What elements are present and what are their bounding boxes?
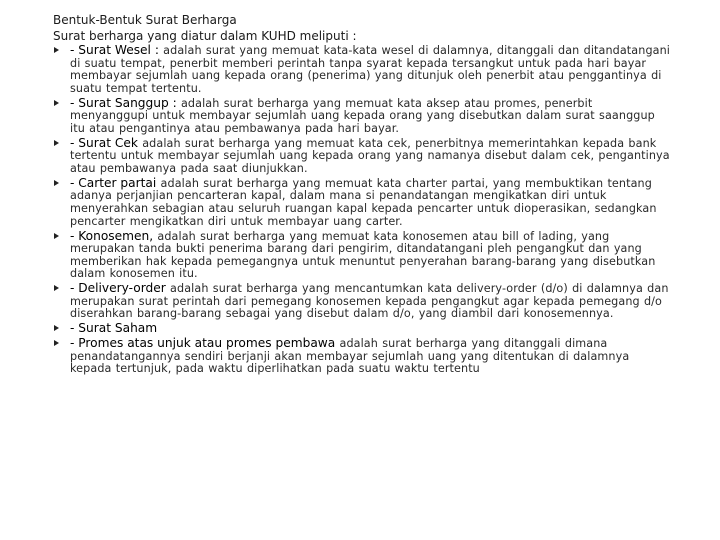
item-description: adalah surat berharga yang memuat kata charter partai, yang membuktikan tentang adanya perjanjian pencarteran kapal, dalam mana si penandatangan mengikatkan diri untuk menyerahkan sebagian atau seluruh ruangan kapal kepada pencarter untuk dioperasikan, sedangkan pencarter mengikatkan diri untuk membayar uang carter. bbox=[70, 176, 657, 228]
list-item bbox=[53, 97, 673, 136]
triangle-bullet-icon bbox=[54, 325, 59, 331]
item-term: Promes atas unjuk atau promes pembawa bbox=[78, 336, 336, 351]
slide-content bbox=[53, 12, 673, 377]
item-term: Delivery-order bbox=[78, 281, 166, 296]
item-description: adalah surat berharga yang ditanggali dimana penandatangannya sendiri berjanji akan membayar sejumlah uang yang ditentukan di dalamnya kepada tertunjuk, pada waktu diperlihatkan pada suatu waktu tertentu bbox=[70, 337, 630, 376]
item-prefix: - bbox=[70, 135, 79, 150]
item-term: Surat Wesel : bbox=[78, 43, 159, 57]
triangle-bullet-icon bbox=[54, 47, 59, 53]
page-subtitle: Surat berharga yang diatur dalam KUHD meliputi : bbox=[53, 29, 357, 43]
triangle-bullet-icon bbox=[54, 233, 59, 239]
page-title: Bentuk-Bentuk Surat Berharga bbox=[53, 13, 237, 27]
item-term: Surat Cek bbox=[78, 135, 138, 150]
item-description: adalah surat berharga yang mencantumkan kata delivery-order (d/o) di dalamnya dan merupakan surat perintah dari pemegang konosemen kepada pengangkut agar kepada pemegang d/o diserahkan barang-barang sebagai yang disebut dalam d/o, yang diambil dari konosemennya. bbox=[70, 282, 669, 321]
triangle-bullet-icon bbox=[54, 285, 59, 291]
item-prefix: - bbox=[70, 281, 79, 296]
list-item bbox=[53, 230, 673, 281]
triangle-bullet-icon bbox=[54, 100, 59, 106]
item-description: adalah surat berharga yang memuat kata aksep atau promes, penerbit menyanggupi untuk membayar sejumlah uang kepada orang yang disebutkan dalam surat saanggup itu atau pengantinya atau pembawanya pada hari bayar. bbox=[70, 96, 655, 135]
triangle-bullet-icon bbox=[54, 140, 59, 146]
triangle-bullet-icon bbox=[54, 340, 59, 346]
item-description: adalah surat berharga yang memuat kata cek, penerbitnya memerintahkan kepada bank tertentu untuk membayar sejumlah uang kepada orang yang namanya disebut dalam cek, pengantinya atau pembawanya pada saat diunjukkan. bbox=[70, 136, 670, 175]
item-term: Konosemen, bbox=[78, 228, 154, 243]
item-term: Carter partai bbox=[78, 175, 157, 190]
item-prefix: - bbox=[70, 175, 79, 190]
triangle-bullet-icon bbox=[54, 180, 59, 186]
list-item bbox=[53, 337, 673, 376]
list-item bbox=[53, 137, 673, 176]
item-prefix: - bbox=[70, 95, 79, 110]
bullet-list bbox=[53, 44, 673, 376]
item-prefix: - bbox=[70, 43, 79, 57]
item-description: adalah surat berharga yang memuat kata konosemen atau bill of lading, yang merupakan tanda bukti penerima barang dari pengirim, ditandatangani pleh pengangkut dan yang memberikan hak kepada pemegangnya untuk menuntut penyerahan barang-barang yang disebutkan dalam konosemen itu. bbox=[70, 229, 656, 281]
list-item bbox=[53, 322, 673, 336]
list-item bbox=[53, 44, 673, 95]
item-prefix: - bbox=[70, 336, 79, 351]
list-item bbox=[53, 282, 673, 321]
item-prefix: - bbox=[70, 321, 79, 336]
list-item bbox=[53, 177, 673, 228]
item-description: adalah surat yang memuat kata-kata wesel di dalamnya, ditanggali dan ditandatangani di suatu tempat, penerbit memberi perintah tanpa syarat kepada tersangkut untuk pada hari bayar membayar sejumlah uang kepada orang (penerima) yang ditunjuk oleh penerbit atau penggantinya di suatu tempat tertentu. bbox=[70, 44, 670, 95]
item-term: Surat Sanggup : bbox=[78, 95, 177, 110]
item-prefix: - bbox=[70, 228, 79, 243]
item-term: Surat Saham bbox=[78, 321, 158, 336]
